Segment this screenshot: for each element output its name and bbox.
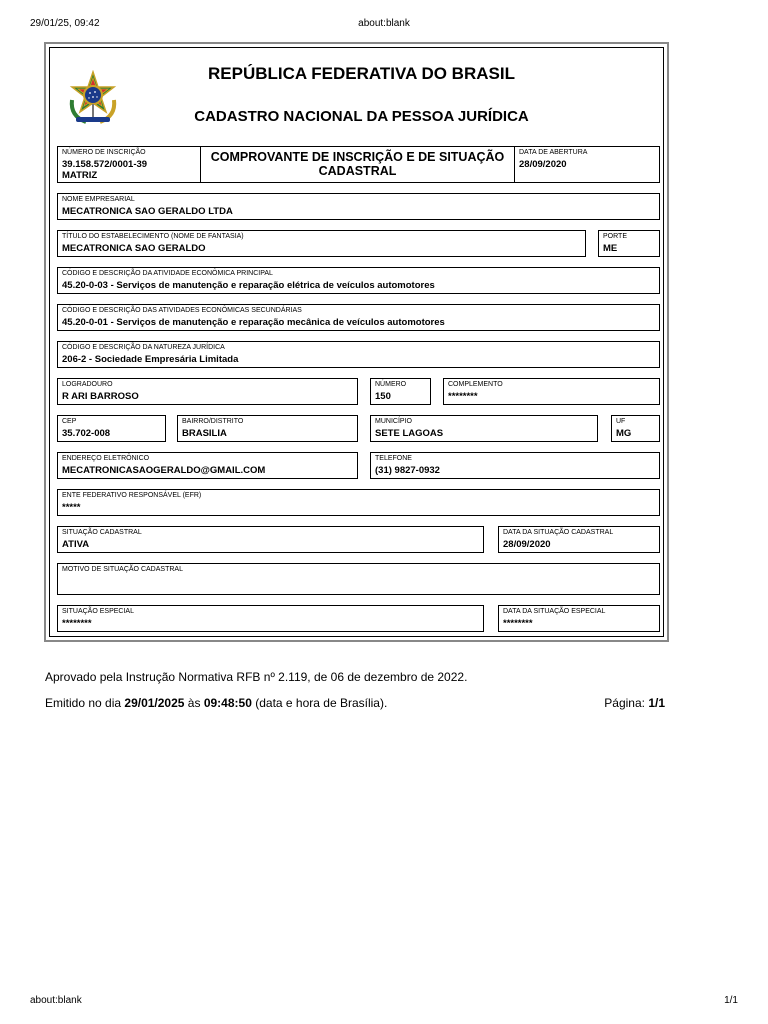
legal-nature-label: CÓDIGO E DESCRIÇÃO DA NATUREZA JURÍDICA: [62, 344, 225, 351]
issued-suffix: (data e hora de Brasília).: [255, 696, 388, 710]
city-label: MUNICÍPIO: [375, 418, 412, 425]
issued-note: [45, 696, 387, 710]
address-complement-label: COMPLEMENTO: [448, 381, 503, 388]
company-name-box: [57, 193, 660, 220]
republic-title: REPÚBLICA FEDERATIVA DO BRASIL: [208, 64, 515, 83]
special-status-value: ********: [62, 618, 92, 629]
opening-date-label: DATA DE ABERTURA: [519, 149, 588, 156]
email-value: MECATRONICASAOGERALDO@GMAIL.COM: [62, 465, 266, 476]
state-box: [611, 415, 660, 442]
status-reason-box: [57, 563, 660, 595]
trade-name-label: TÍTULO DO ESTABELECIMENTO (NOME DE FANTASIA): [62, 233, 244, 240]
zip-code-label: CEP: [62, 418, 77, 425]
company-name-value: MECATRONICA SAO GERALDO LTDA: [62, 206, 233, 217]
street-number-box: [370, 378, 431, 405]
street-box: [57, 378, 358, 405]
legal-nature-box: [57, 341, 660, 368]
street-value: R ARI BARROSO: [62, 391, 139, 402]
efr-box: [57, 489, 660, 516]
registration-status-value: ATIVA: [62, 539, 90, 550]
company-size-label: PORTE: [603, 233, 627, 240]
certificate-frame: [44, 42, 669, 642]
registry-title: CADASTRO NACIONAL DA PESSOA JURÍDICA: [194, 108, 529, 125]
zip-code-box: [57, 415, 166, 442]
status-reason-label: MOTIVO DE SITUAÇÃO CADASTRAL: [62, 566, 183, 573]
opening-date-box: [514, 146, 660, 183]
issued-date: 29/01/2025: [124, 696, 185, 710]
trade-name-box: [57, 230, 586, 257]
district-box: [177, 415, 358, 442]
status-date-box: [498, 526, 660, 553]
certificate-title-line2: CADASTRAL: [318, 164, 397, 178]
secondary-activities-value: 45.20-0-01 - Serviços de manutenção e reparação mecânica de veículos automotores: [62, 317, 445, 328]
print-datetime: 29/01/25, 09:42: [30, 18, 100, 29]
certificate-title-line1: COMPROVANTE DE INSCRIÇÃO E DE SITUAÇÃO: [210, 150, 505, 164]
address-complement-box: [443, 378, 660, 405]
secondary-activities-label: CÓDIGO E DESCRIÇÃO DAS ATIVIDADES ECONÔMICAS SECUNDÁRIAS: [62, 307, 302, 314]
special-status-label: SITUAÇÃO ESPECIAL: [62, 608, 134, 615]
status-date-label: DATA DA SITUAÇÃO CADASTRAL: [503, 529, 614, 536]
street-label: LOGRADOURO: [62, 381, 113, 388]
company-name-label: NOME EMPRESARIAL: [62, 196, 135, 203]
city-value: SETE LAGOAS: [375, 428, 444, 439]
print-page-title: about:blank: [358, 18, 410, 29]
opening-date-value: 28/09/2020: [519, 159, 567, 170]
main-activity-box: [57, 267, 660, 294]
zip-code-value: 35.702-008: [62, 428, 111, 439]
registration-number-box: [57, 146, 201, 183]
efr-value: *****: [62, 502, 81, 513]
street-number-label: NÚMERO: [375, 381, 407, 388]
address-complement-value: ********: [448, 391, 478, 402]
registration-number-value: 39.158.572/0001-39: [62, 159, 148, 170]
company-size-value: ME: [603, 243, 618, 254]
registration-number-label: NÚMERO DE INSCRIÇÃO: [62, 149, 146, 156]
efr-label: ENTE FEDERATIVO RESPONSÁVEL (EFR): [62, 492, 202, 499]
issued-prefix: Emitido no dia: [45, 696, 122, 710]
trade-name-value: MECATRONICA SAO GERALDO: [62, 243, 206, 254]
district-value: BRASILIA: [182, 428, 227, 439]
registration-status-label: SITUAÇÃO CADASTRAL: [62, 529, 142, 536]
legal-nature-value: 206-2 - Sociedade Empresária Limitada: [62, 354, 239, 365]
certificate-title-box: [200, 146, 515, 183]
district-label: BAIRRO/DISTRITO: [182, 418, 244, 425]
page-value: 1/1: [648, 696, 665, 710]
special-status-date-value: ********: [503, 618, 533, 629]
special-status-date-label: DATA DA SITUAÇÃO ESPECIAL: [503, 608, 606, 615]
print-footer-page: 1/1: [724, 995, 738, 1006]
page-label: Página:: [604, 696, 645, 710]
page-indicator: [604, 696, 665, 710]
secondary-activities-box: [57, 304, 660, 331]
company-size-box: [598, 230, 660, 257]
main-activity-value: 45.20-0-03 - Serviços de manutenção e reparação elétrica de veículos automotores: [62, 280, 435, 291]
phone-value: (31) 9827-0932: [375, 465, 440, 476]
email-label: ENDEREÇO ELETRÔNICO: [62, 455, 150, 462]
phone-label: TELEFONE: [375, 455, 412, 462]
approval-note: Aprovado pela Instrução Normativa RFB nº 2.119, de 06 de dezembro de 2022.: [45, 670, 468, 684]
state-value: MG: [616, 428, 632, 439]
issued-time: 09:48:50: [203, 696, 252, 710]
certificate-inner-frame: [49, 47, 664, 637]
registration-status-box: [57, 526, 484, 553]
state-label: UF: [616, 418, 626, 425]
issued-at: às: [187, 696, 201, 710]
registration-type-value: MATRIZ: [62, 170, 98, 181]
street-number-value: 150: [375, 391, 391, 402]
special-status-box: [57, 605, 484, 632]
print-footer-url: about:blank: [30, 995, 82, 1006]
email-box: [57, 452, 358, 479]
city-box: [370, 415, 598, 442]
phone-box: [370, 452, 660, 479]
status-date-value: 28/09/2020: [503, 539, 551, 550]
main-activity-label: CÓDIGO E DESCRIÇÃO DA ATIVIDADE ECONÔMICA PRINCIPAL: [62, 270, 273, 277]
special-status-date-box: [498, 605, 660, 632]
